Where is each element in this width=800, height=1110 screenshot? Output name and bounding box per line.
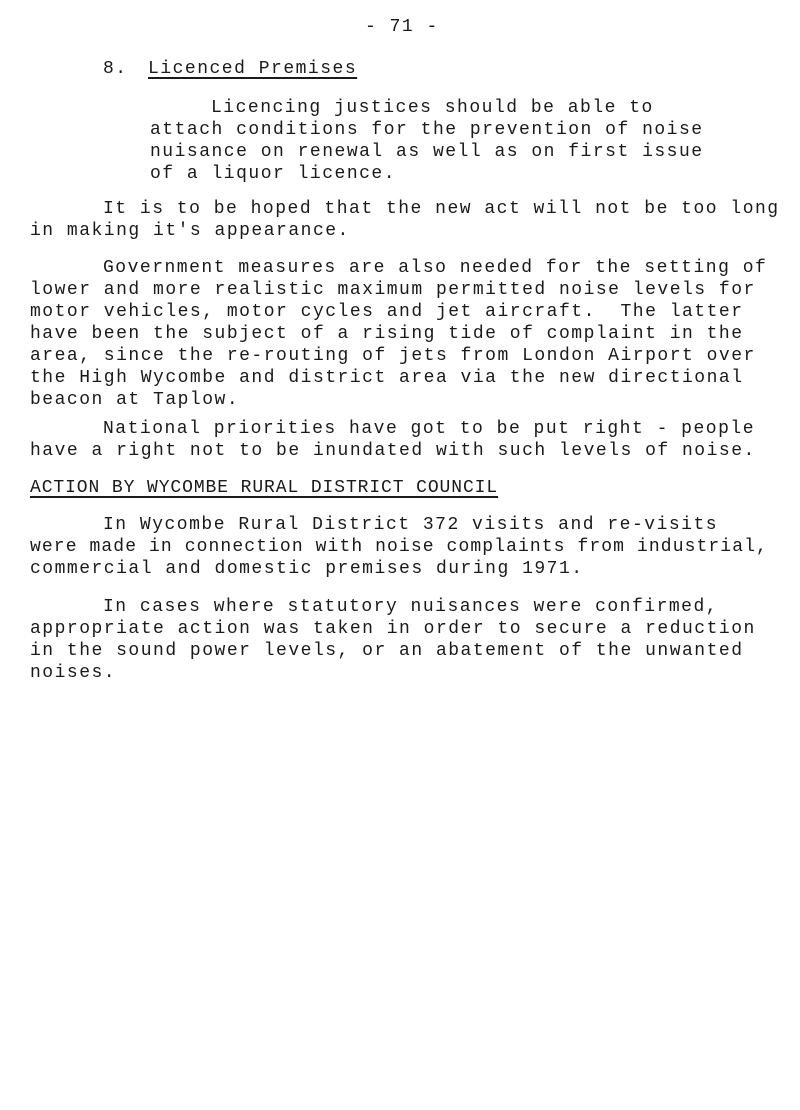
body-line: have a right not to be inundated with such levels of noise. (30, 441, 756, 461)
body-line: In Wycombe Rural District 372 visits and re-visits (103, 515, 719, 535)
body-line: of a liquor licence. (150, 164, 397, 184)
body-line: Government measures are also needed for the setting of (103, 258, 768, 278)
body-line: in the sound power levels, or an abatement of the unwanted (30, 641, 744, 661)
page-number: - 71 - (365, 17, 439, 37)
body-line: were made in connection with noise complaints from industrial, (30, 537, 768, 557)
body-line: lower and more realistic maximum permitted noise levels for (30, 280, 756, 300)
body-line: have been the subject of a rising tide of complaint in the (30, 324, 744, 344)
body-line: commercial and domestic premises during 1971. (30, 559, 584, 579)
body-line: It is to be hoped that the new act will not be too long (103, 199, 780, 219)
body-line: beacon at Taplow. (30, 390, 240, 410)
body-line: nuisance on renewal as well as on first issue (150, 142, 704, 162)
section-heading: Licenced Premises (148, 59, 358, 79)
body-line: appropriate action was taken in order to secure a reduction (30, 619, 756, 639)
body-line: area, since the re-routing of jets from London Airport over (30, 346, 756, 366)
body-line: In cases where statutory nuisances were confirmed, (103, 597, 719, 617)
body-line: National priorities have got to be put right - people (103, 419, 755, 439)
body-line: noises. (30, 663, 117, 683)
section-number: 8. (103, 59, 128, 79)
body-line: in making it's appearance. (30, 221, 350, 241)
action-section-title: ACTION BY WYCOMBE RURAL DISTRICT COUNCIL (30, 478, 499, 498)
body-line: the High Wycombe and district area via the new directional (30, 368, 744, 388)
body-line: Licencing justices should be able to (211, 98, 654, 118)
body-line: attach conditions for the prevention of noise (150, 120, 704, 140)
body-line: motor vehicles, motor cycles and jet aircraft. The latter (30, 302, 744, 322)
